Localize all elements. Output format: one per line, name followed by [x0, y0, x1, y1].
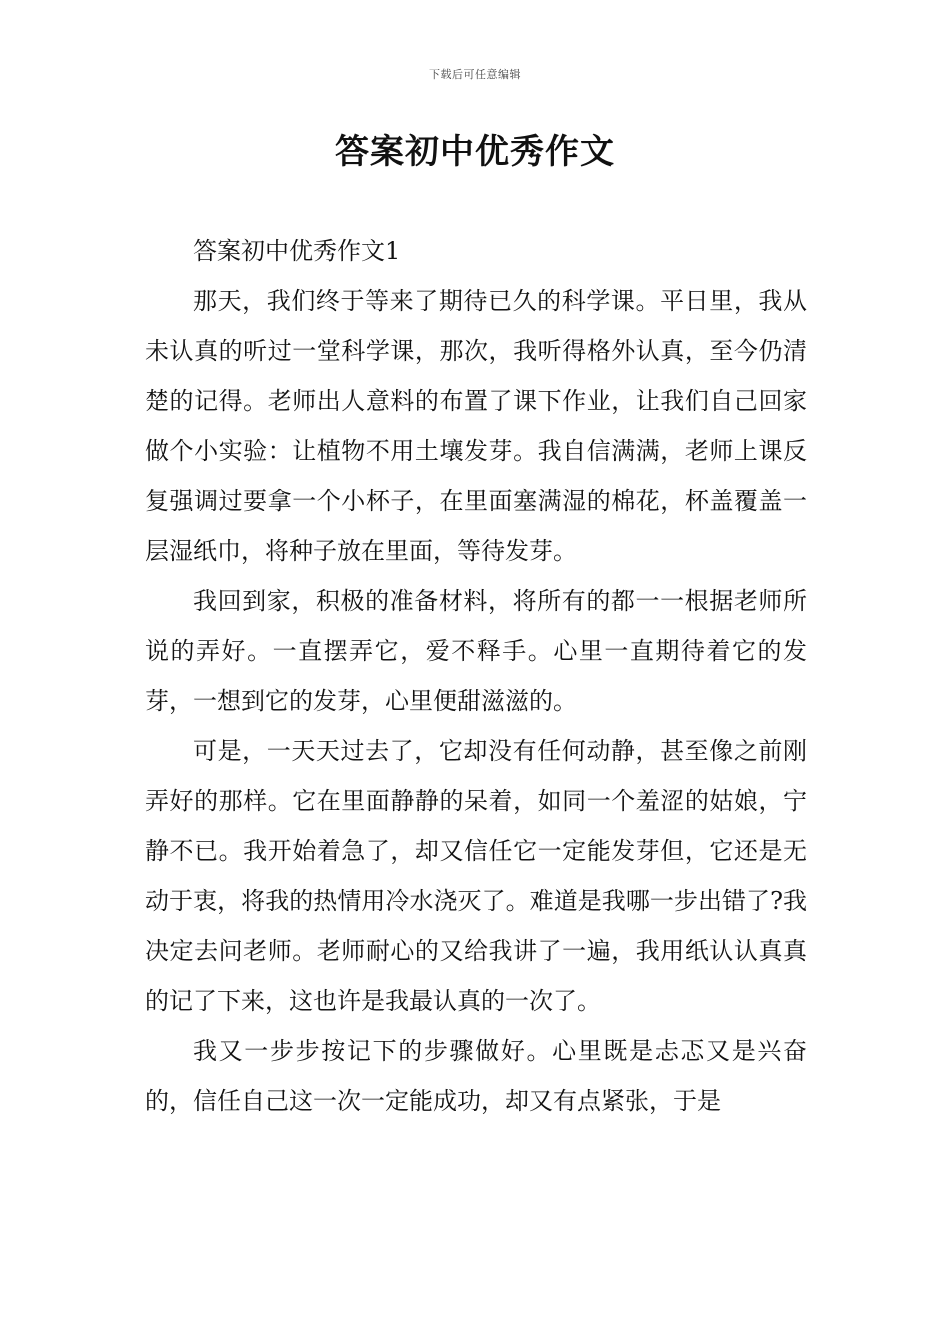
header-note: 下载后可任意编辑	[429, 68, 521, 81]
paragraph: 可是，一天天过去了，它却没有任何动静，甚至像之前刚弄好的那样。它在里面静静的呆着，如同一个羞涩的姑娘，宁静不已。我开始着急了，却又信任它一定能发芽但，它还是无动于衷，将我的热情用冷水浇灭了。难道是我哪一步出错了?我决定去问老师。老师耐心的又给我讲了一遍，我用纸认认真真的记了下来，这也许是我最认真的一次了。	[145, 737, 807, 1015]
paragraph: 那天，我们终于等来了期待已久的科学课。平日里，我从未认真的听过一堂科学课，那次，我听得格外认真，至今仍清楚的记得。老师出人意料的布置了课下作业，让我们自己回家做个小实验：让植物不用土壤发芽。我自信满满，老师上课反复强调过要拿一个小杯子，在里面塞满湿的棉花，杯盖覆盖一层湿纸巾，将种子放在里面，等待发芽。	[145, 287, 807, 565]
document-title: 答案初中优秀作文	[335, 132, 615, 172]
section-heading: 答案初中优秀作文1	[193, 237, 401, 265]
document-body	[145, 226, 807, 1126]
paragraph: 我又一步步按记下的步骤做好。心里既是忐忑又是兴奋的，信任自己这一次一定能成功，却又有点紧张，于是	[145, 1037, 807, 1115]
paragraph: 我回到家，积极的准备材料，将所有的都一一根据老师所说的弄好。一直摆弄它，爱不释手。心里一直期待着它的发芽，一想到它的发芽，心里便甜滋滋的。	[145, 587, 807, 715]
